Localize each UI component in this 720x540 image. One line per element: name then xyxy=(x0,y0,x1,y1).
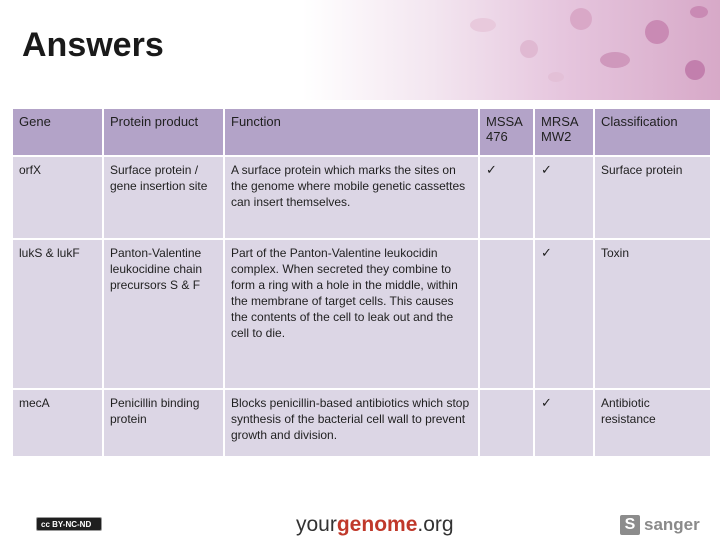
cell-function: Part of the Panton-Valentine leukocidin complex. When secreted they combine to form a ring with a hole in the middle, within the membrane of target cells. This causes the contents of the cell to leak out and the cell to die. xyxy=(225,240,478,388)
bacteria-decoration xyxy=(690,6,708,18)
yourgenome-bold: genome xyxy=(336,513,418,536)
yourgenome-suffix: .org xyxy=(417,513,454,536)
cell-mssa-check xyxy=(480,390,533,456)
bacteria-decoration xyxy=(470,18,496,32)
cell-mssa-check xyxy=(480,240,533,388)
creative-commons-badge[interactable]: cc BY-NC-ND xyxy=(36,517,102,531)
page-title: Answers xyxy=(22,26,164,64)
cell-protein: Surface protein / gene insertion site xyxy=(104,157,223,238)
bacteria-decoration xyxy=(685,60,705,80)
cell-gene: orfX xyxy=(13,157,102,238)
cell-mrsa-check: ✓ xyxy=(535,390,593,456)
header-mrsa-line1: MRSA xyxy=(541,114,579,129)
header-mssa-line2: 476 xyxy=(486,129,508,144)
header-function: Function xyxy=(225,109,478,155)
cell-classification: Surface protein xyxy=(595,157,710,238)
cell-gene: lukS & lukF xyxy=(13,240,102,388)
header-gene: Gene xyxy=(13,109,102,155)
cell-function: Blocks penicillin-based antibiotics which stop synthesis of the bacterial cell wall to prevent growth and division. xyxy=(225,390,478,456)
sanger-logo-text: sanger xyxy=(644,515,700,534)
cell-classification: Antibiotic resistance xyxy=(595,390,710,456)
sanger-logo[interactable] xyxy=(620,511,700,537)
header-mssa-line1: MSSA xyxy=(486,114,523,129)
table-row xyxy=(13,240,710,388)
table-header-row xyxy=(13,109,710,155)
yourgenome-logo[interactable] xyxy=(296,513,454,537)
cell-protein: Penicillin binding protein xyxy=(104,390,223,456)
header-mrsa xyxy=(535,109,593,155)
header-mssa xyxy=(480,109,533,155)
answers-table xyxy=(11,107,712,458)
cell-mrsa-check: ✓ xyxy=(535,157,593,238)
sanger-logo-icon: S xyxy=(620,515,640,535)
bacteria-decoration xyxy=(548,72,564,82)
header-protein-product: Protein product xyxy=(104,109,223,155)
cell-classification: Toxin xyxy=(595,240,710,388)
cell-protein: Panton-Valentine leukocidine chain precursors S & F xyxy=(104,240,223,388)
cell-mssa-check: ✓ xyxy=(480,157,533,238)
cell-mrsa-check: ✓ xyxy=(535,240,593,388)
bacteria-decoration xyxy=(570,8,592,30)
cell-gene: mecA xyxy=(13,390,102,456)
header-mrsa-line2: MW2 xyxy=(541,129,572,144)
cell-function: A surface protein which marks the sites on the genome where mobile genetic cassettes can insert themselves. xyxy=(225,157,478,238)
table-row xyxy=(13,390,710,456)
header-classification: Classification xyxy=(595,109,710,155)
bacteria-decoration xyxy=(645,20,669,44)
table-row xyxy=(13,157,710,238)
bacteria-decoration xyxy=(600,52,630,68)
yourgenome-prefix: your xyxy=(296,513,337,536)
bacteria-decoration xyxy=(520,40,538,58)
